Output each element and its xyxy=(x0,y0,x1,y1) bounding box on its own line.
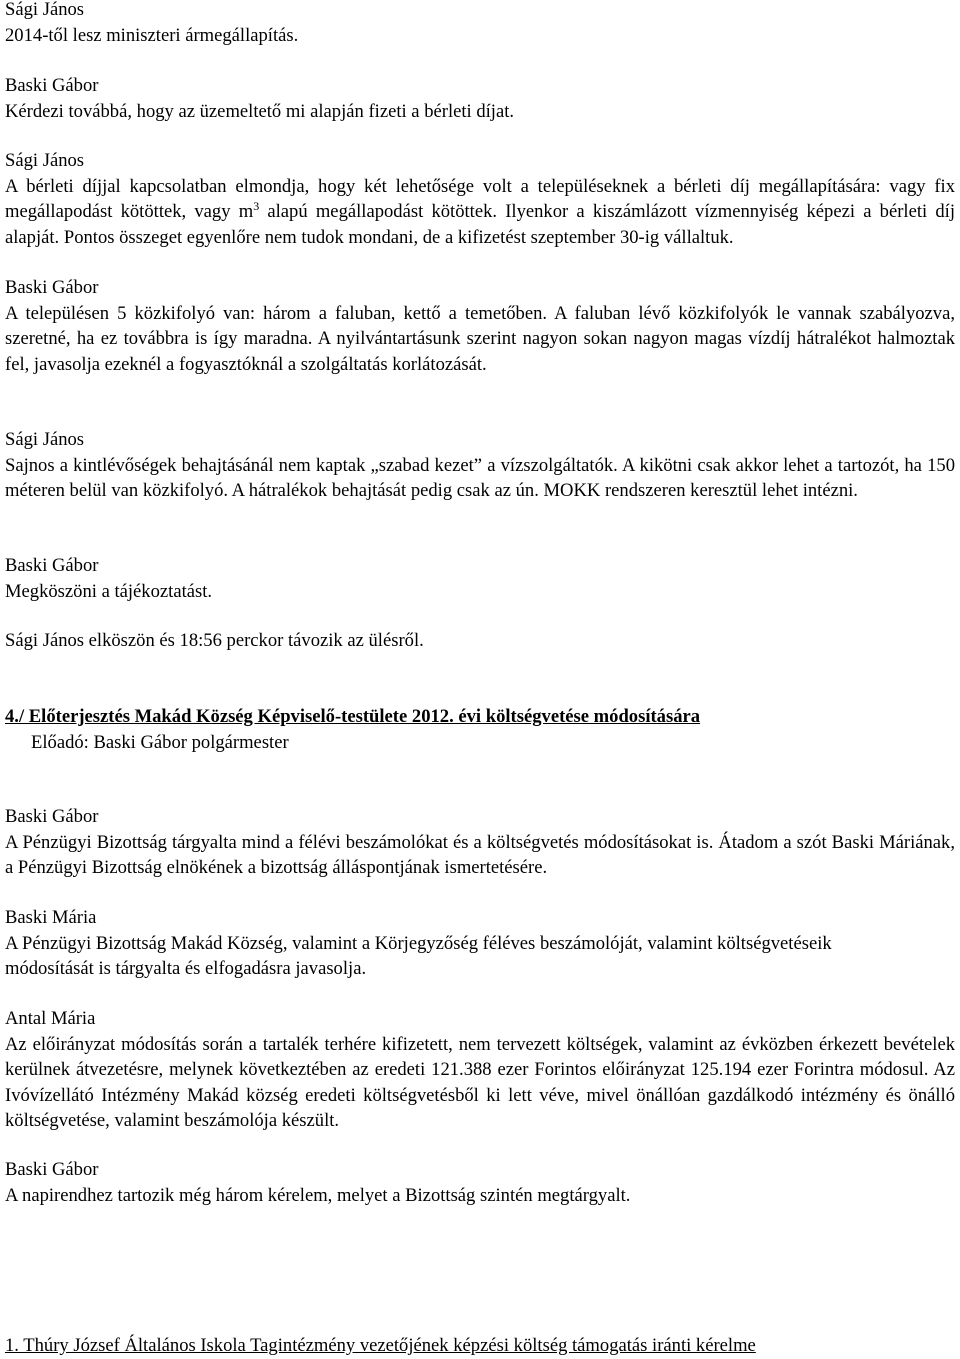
remark-block xyxy=(5,1006,955,1134)
section-heading: 4./ Előterjesztés Makád Község Képviselő-testülete 2012. évi költségvetése módosítására xyxy=(5,706,701,727)
remark-text: A Pénzügyi Bizottság tárgyalta mind a félévi beszámolókat és a költségvetés módosításokat is. Átadom a szót Baski Máriának, a Pénzügyi Bizottság elnökének a bizottság álláspontjának ismertetésére. xyxy=(5,831,955,878)
request-item xyxy=(5,1333,955,1359)
remark-text-part: alapú megállapodást kötöttek. Ilyenkor a kiszámlázott vízmennyiség képezi a bérleti díj alapját. Pontos összeget egyenlőre nem tudok mondani, de a kifizetést szeptember 30-ig vállaltuk. xyxy=(5,201,955,248)
speaker-name: Baski Gábor xyxy=(5,1159,99,1180)
request-item-title: 1. Thúry József Általános Iskola Tagintézmény vezetőjének képzési költség támogatás iránti kérelme xyxy=(5,1335,756,1356)
speaker-name: Antal Mária xyxy=(5,1008,96,1029)
remark-block xyxy=(5,427,955,504)
superscript: 3 xyxy=(253,199,260,213)
remark-block xyxy=(5,1157,955,1208)
remark-text: Az előirányzat módosítás során a tartalék terhére kifizetett, nem tervezett költségek, valamint az évközben érkezett bevételek kerülnek átvezetésre, melynek következtében az eredeti 121.388 ezer Forintos előirányzat 125.194 ezer Forintra módosul. Az Ivóvízellátó Intézmény Makád község eredeti költségvetésből ki lett véve, mivel önállóan gazdálkodó intézmény és önálló költségvetése, valamint beszámolója készült. xyxy=(5,1033,955,1131)
speaker-name: Sági János xyxy=(5,150,85,171)
remark-text: Megköszöni a tájékoztatást. xyxy=(5,580,213,602)
remark-text: A Pénzügyi Bizottság Makád Község, valamint a Körjegyzőség féléves beszámolóját, valamint költségvetéseik módosítását is tárgyalta és elfogadásra javasolja. xyxy=(5,932,832,979)
remark-text: A településen 5 közkifolyó van: három a faluban, kettő a temetőben. A faluban lévő közkifolyók le vannak szabályozva, szeretné, ha ez továbbra is így maradna. A nyilvántartásunk szerint nagyon sokan nagyon magas vízdíj hátralékot halmoztak fel, javasolja ezeknél a fogyasztóknál a szolgáltatás korlátozását. xyxy=(5,302,955,375)
remark-block xyxy=(5,73,955,124)
remark-text: Kérdezi továbbá, hogy az üzemeltető mi alapján fizeti a bérleti díjat. xyxy=(5,100,515,122)
speaker-name: Baski Mária xyxy=(5,907,97,928)
remark-text-part: A bérleti díjjal kapcsolatban elmondja, hogy két lehetősége volt a településeknek a bérleti díj megállapítására: vagy fix megállapodást kötöttek, vagy m xyxy=(5,175,955,222)
remark-block xyxy=(5,0,955,48)
remark-text: Sajnos a kintlévőségek behajtásánál nem kaptak „szabad kezet” a vízszolgáltatók. A kikötni csak akkor lehet a tartozót, ha 150 méteren belül van közkifolyó. A hátralékok behajtását pedig csak az ún. MOKK rendszeren keresztül lehet intézni. xyxy=(5,454,955,501)
remark-text xyxy=(5,174,955,251)
speaker-name: Baski Gábor xyxy=(5,75,99,96)
speaker-name: Baski Gábor xyxy=(5,277,99,298)
speaker-name: Baski Gábor xyxy=(5,555,99,576)
remark-block xyxy=(5,905,955,982)
departure-note xyxy=(5,628,955,654)
remark-block xyxy=(5,804,955,881)
presenter-line: Előadó: Baski Gábor polgármester xyxy=(31,731,289,753)
departure-text: Sági János elköszön és 18:56 perckor távozik az ülésről. xyxy=(5,630,424,651)
remark-text: A napirendhez tartozik még három kérelem, melyet a Bizottság szintén megtárgyalt. xyxy=(5,1184,631,1206)
speaker-name: Sági János xyxy=(5,0,85,20)
speaker-name: Sági János xyxy=(5,429,85,450)
remark-text: 2014-től lesz miniszteri ármegállapítás. xyxy=(5,24,299,46)
agenda-section xyxy=(5,704,955,755)
remark-block xyxy=(5,553,955,604)
speaker-name: Baski Gábor xyxy=(5,806,99,827)
remark-block xyxy=(5,148,955,250)
remark-block xyxy=(5,275,955,377)
